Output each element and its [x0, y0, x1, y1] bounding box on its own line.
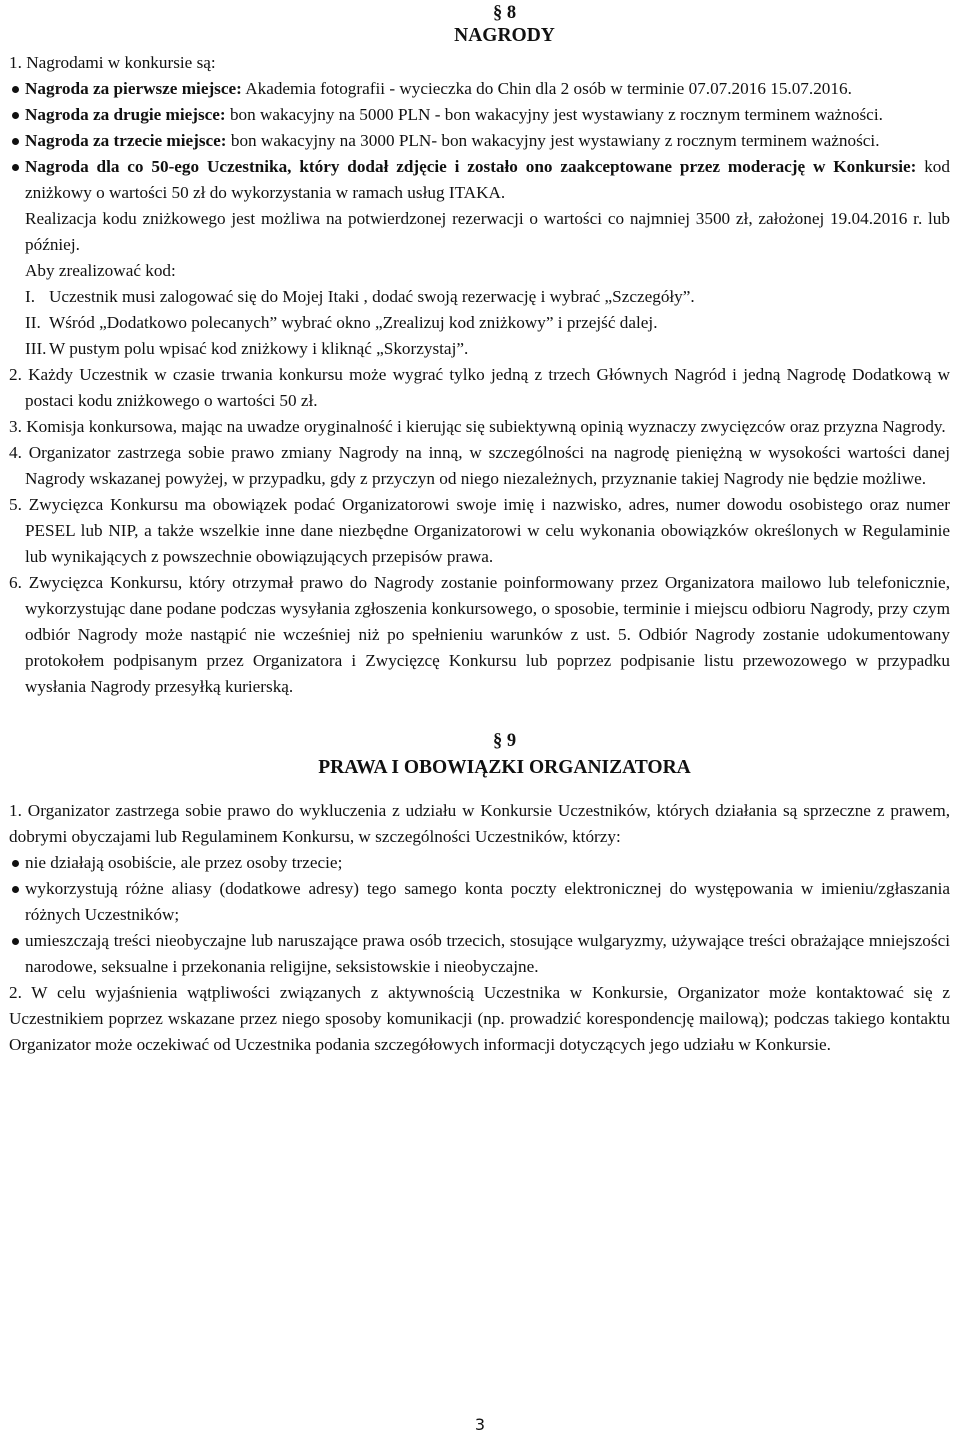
s8-step-2-text: Wśród „Dodatkowo polecanych” wybrać okno „Zrealizuj kod zniżkowy” i przejść dalej.: [49, 313, 658, 332]
bullet-icon: [12, 112, 19, 119]
s9-exclusion-list: [9, 850, 950, 980]
s8-paragraph-4: 4. Organizator zastrzega sobie prawo zmiany Nagrody na inną, w szczególności na nagrodę pieniężną w wysokości wartości danej Nagrody wskazanej powyżej, w przypadku, gdy z przyczyn od niego niezależnych, przyznanie takiej Nagrody nie będzie możliwe.: [9, 443, 950, 488]
s8-prize-3: [9, 128, 950, 154]
bullet-icon: [12, 86, 19, 93]
s8-prize-1-label: Nagroda za pierwsze miejsce:: [25, 79, 242, 98]
s8-prize-1-text: Akademia fotografii - wycieczka do Chin dla 2 osób w terminie 07.07.2016 15.07.2016.: [241, 79, 852, 98]
section-9-title: PRAWA I OBOWIĄZKI ORGANIZATORA: [318, 757, 691, 778]
spacer: [9, 700, 950, 726]
s9-item-2: [9, 876, 950, 928]
s8-step-3-text: W pustym polu wpisać kod zniżkowy i kliknąć „Skorzystaj”.: [49, 339, 469, 358]
s8-step-1: [25, 284, 950, 310]
bullet-icon: [12, 138, 19, 145]
s8-prize-4-label: Nagroda dla co 50-ego Uczestnika, który dodał zdjęcie i zostało ono zaakceptowane przez moderację w Konkursie:: [25, 157, 917, 176]
section-8-title: NAGRODY: [454, 25, 555, 46]
section-8-number: § 8: [492, 3, 517, 23]
s8-prize-list: [9, 76, 950, 206]
s9-item-1: [9, 850, 950, 876]
s8-how-to-redeem: Aby zrealizować kod:: [25, 261, 176, 280]
spacer: [9, 782, 950, 798]
bullet-icon: [12, 886, 19, 893]
s8-paragraph-2: 2. Każdy Uczestnik w czasie trwania konkursu może wygrać tylko jedną z trzech Głównych Nagród i jedną Nagrodę Dodatkową w postaci kodu zniżkowego o wartości 50 zł.: [9, 365, 950, 410]
s8-step-1-text: Uczestnik musi zalogować się do Mojej Itaki , dodać swoją rezerwację i wybrać „Szczegóły”.: [49, 287, 695, 306]
bullet-icon: [12, 164, 19, 171]
s8-prize-4-text: kod zniżkowy o wartości 50 zł do wykorzystania w ramach usług ITAKA.: [25, 157, 950, 202]
s8-prize-2-text: bon wakacyjny na 5000 PLN - bon wakacyjny jest wystawiany z rocznym terminem ważności.: [225, 105, 883, 124]
s8-prize-3-text: bon wakacyjny na 3000 PLN- bon wakacyjny jest wystawiany z rocznym terminem ważności.: [226, 131, 880, 150]
s9-item-3-text: umieszczają treści nieobyczajne lub naruszające prawa osób trzecich, stosujące wulgaryzmy, używające treści obrażające mniejszości narodowe, seksualne i przekonania religijne, seksistowskie i nieobyczajne.: [25, 931, 950, 976]
s8-paragraph-3: 3. Komisja konkursowa, mając na uwadze oryginalność i kierując się subiektywną opinią wyznaczy zwycięzców oraz przyzna Nagrody.: [9, 417, 946, 436]
s8-paragraph-5: 5. Zwycięzca Konkursu ma obowiązek podać Organizatorowi swoje imię i nazwisko, adres, numer dowodu osobistego oraz numer PESEL lub NIP, a także wszelkie inne dane niezbędne Organizatorowi w celu wykonania obowiązków określonych w Regulaminie lub wynikających z powszechnie obowiązujących przepisów prawa.: [9, 495, 950, 566]
s9-item-2-text: wykorzystują różne aliasy (dodatkowe adresy) tego samego konta poczty elektronicznej do występowania w imieniu/zgłaszania różnych Uczestników;: [25, 879, 950, 924]
s8-prize-4: [9, 154, 950, 206]
s8-step-1-number: I.: [25, 287, 36, 306]
s9-item-3: [9, 928, 950, 980]
page-number: 3: [474, 1415, 486, 1434]
s9-paragraph-1: 1. Organizator zastrzega sobie prawo do wykluczenia z udziału w Konkursie Uczestników, których działania są sprzeczne z prawem, dobrymi obyczajami lub Regulaminem Konkursu, w szczególności Uczestników, którzy:: [9, 801, 950, 846]
s8-prize-2-label: Nagroda za drugie miejsce:: [25, 105, 226, 124]
s8-paragraph-6: 6. Zwycięzca Konkursu, który otrzymał prawo do Nagrody zostanie poinformowany przez Organizatora mailowo lub telefonicznie, wykorzystując dane podane podczas wysyłania zgłoszenia konkursowego, o sposobie, terminie i miejscu odbioru Nagrody, przy czym odbiór Nagrody może nastąpić nie wcześniej niż po spełnieniu warunków z ust. 5. Odbiór Nagrody zostanie udokumentowany protokołem podpisanym przez Organizatora i Zwycięzcę Konkursu lub poprzez podpisanie listu przewozowego w przypadku wysłania Nagrody przesyłką kurierską.: [9, 573, 950, 696]
s8-step-2-number: II.: [25, 313, 41, 332]
section-9-number: § 9: [492, 731, 517, 751]
s8-step-3: [25, 336, 950, 362]
bullet-icon: [12, 860, 19, 867]
s9-paragraph-2: 2. W celu wyjaśnienia wątpliwości związanych z aktywnością Uczestnika w Konkursie, Organizator może kontaktować się z Uczestnikiem poprzez wskazane przez niego sposoby komunikacji (np. prowadzić korespondencję mailową); podczas takiego kontaktu Organizator może oczekiwać od Uczestnika podania szczegółowych informacji dotyczących jego udziału w Konkursie.: [9, 983, 950, 1054]
s8-paragraph-1: 1. Nagrodami w konkursie są:: [9, 53, 216, 72]
s8-step-2: [25, 310, 950, 336]
s8-prize-3-label: Nagroda za trzecie miejsce:: [25, 131, 227, 150]
s8-step-3-number: III.: [25, 339, 47, 358]
s8-discount-realization: Realizacja kodu zniżkowego jest możliwa na potwierdzonej rezerwacji o wartości co najmniej 3500 zł, założonej 19.04.2016 r. lub później.: [25, 209, 950, 254]
s8-prize-2: [9, 102, 950, 128]
s8-redeem-steps: [9, 284, 950, 362]
s8-prize-1: [9, 76, 950, 102]
bullet-icon: [12, 938, 19, 945]
s9-item-1-text: nie działają osobiście, ale przez osoby trzecie;: [25, 853, 343, 872]
